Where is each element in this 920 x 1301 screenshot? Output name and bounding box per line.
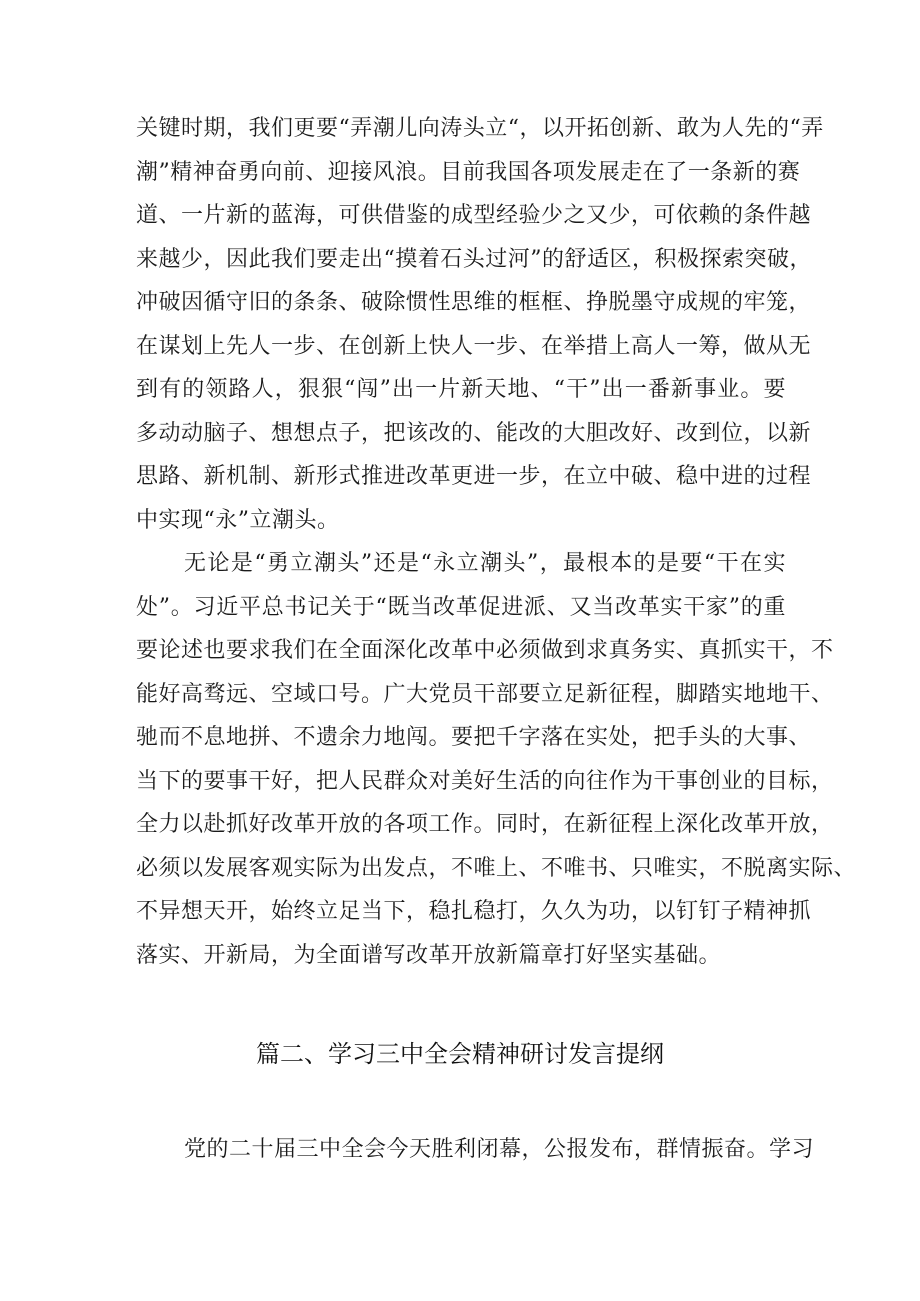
paragraph-line: 全力以赴抓好改革开放的各项工作。同时，在新征程上深化改革开放， bbox=[136, 812, 834, 837]
paragraph-line: 能好高骛远、空域口号。广大党员干部要立足新征程，脚踏实地地干、 bbox=[136, 682, 834, 707]
paragraph-line: 驰而不息地拼、不遗余力地闯。要把千字落在实处，把手头的大事、 bbox=[136, 725, 812, 750]
paragraph-line: 中实现“永”立潮头。 bbox=[136, 508, 340, 533]
paragraph-line: 在谋划上先人一步、在创新上快人一步、在举措上高人一筹，做从无 bbox=[136, 334, 812, 359]
paragraph-line: 到有的领路人，狠狠“闯”出一片新天地、“干”出一番新事业。要 bbox=[136, 377, 786, 402]
paragraph-line: 来越少，因此我们要走出“摸着石头过河”的舒适区，积极探索突破， bbox=[136, 247, 812, 272]
paragraph-line: 处”。习近平总书记关于“既当改革促进派、又当改革实干家”的重 bbox=[136, 595, 786, 620]
paragraph-line: 要论述也要求我们在全面深化改革中必须做到求真务实、真抓实干，不 bbox=[136, 638, 834, 663]
paragraph-line: 多动动脑子、想想点子，把该改的、能改的大胆改好、改到位，以新 bbox=[136, 421, 812, 446]
paragraph-line: 道、一片新的蓝海，可供借鉴的成型经验少之又少，可依赖的条件越 bbox=[136, 203, 812, 228]
paragraph-line: 党的二十届三中全会今天胜利闭幕，公报发布，群情振奋。学习 bbox=[184, 1137, 815, 1162]
paragraph-line: 无论是“勇立潮头”还是“永立潮头”，最根本的是要“干在实 bbox=[184, 551, 786, 576]
paragraph-line: 不异想天开，始终立足当下，稳扎稳打，久久为功，以钉钉子精神抓 bbox=[136, 899, 812, 924]
paragraph-line: 当下的要事干好，把人民群众对美好生活的向往作为干事创业的目标， bbox=[136, 769, 834, 794]
section-heading: 篇二、学习三中全会精神研讨发言提纲 bbox=[256, 1040, 664, 1068]
paragraph-line: 思路、新机制、新形式推进改革更进一步，在立中破、稳中进的过程 bbox=[136, 464, 812, 489]
paragraph-line: 冲破因循守旧的条条、破除惯性思维的框框、挣脱墨守成规的牢笼， bbox=[136, 290, 812, 315]
paragraph-line: 落实、开新局，为全面谱写改革开放新篇章打好坚实基础。 bbox=[136, 943, 722, 968]
paragraph-line: 关键时期，我们更要“弄潮儿向涛头立“，以开拓创新、敢为人先的“弄 bbox=[136, 116, 824, 141]
paragraph-line: 潮”精神奋勇向前、迎接风浪。目前我国各项发展走在了一条新的赛 bbox=[136, 160, 801, 185]
paragraph-line: 必须以发展客观实际为出发点，不唯上、不唯书、只唯实，不脱离实际、 bbox=[136, 856, 857, 881]
